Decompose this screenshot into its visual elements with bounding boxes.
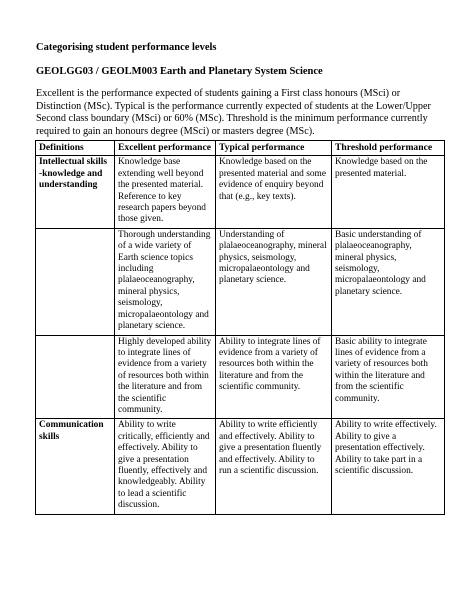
typical-cell: Understanding of plalaeoceanography, mineral physics, seismology, micropalaeontology and planetary science. xyxy=(216,228,332,335)
header-excellent: Excellent performance xyxy=(115,141,216,156)
typical-cell: Ability to integrate lines of evidence from a variety of resources both within the literature and from the scientific community. xyxy=(216,335,332,419)
course-heading: GEOLGG03 / GEOLM003 Earth and Planetary System Science xyxy=(36,66,323,77)
typical-cell: Ability to write efficiently and effectively. Ability to give a presentation fluently and effectively. Ability to run a scientific discussion. xyxy=(216,419,332,514)
excellent-cell: Ability to write critically, efficiently and effectively. Ability to give a presentation fluently, effectively and knowledgeably. Ability to lead a scientific discussion. xyxy=(115,419,216,514)
threshold-cell: Knowledge based on the presented material. xyxy=(332,156,445,228)
table-row xyxy=(36,419,445,514)
excellent-cell: Thorough understanding of a wide variety of Earth science topics including plalaeoceanography, mineral physics, seismology, micropalaeontology and planetary science. xyxy=(115,228,216,335)
header-threshold: Threshold performance xyxy=(332,141,445,156)
definition-cell: Intellectual skills -knowledge and understanding xyxy=(36,156,115,228)
threshold-cell: Basic understanding of plalaeoceanography, mineral physics, seismology, micropalaeontology and planetary science. xyxy=(332,228,445,335)
performance-table xyxy=(35,140,445,515)
typical-cell: Knowledge based on the presented material and some evidence of enquiry beyond that (e.g., key texts). xyxy=(216,156,332,228)
header-definitions: Definitions xyxy=(36,141,115,156)
table-header-row xyxy=(36,141,445,156)
intro-paragraph: Excellent is the performance expected of students gaining a First class honours (MSci) or Distinction (MSc). Typical is the performance currently expected of students at the Lower/Upper Second class boundary (MSci) or 60% (MSc). Threshold is the minimum performance currently required to gain an honours degree (MSci) or masters degree (MSc). xyxy=(36,88,431,137)
excellent-cell: Knowledge base extending well beyond the presented material. Reference to key research papers beyond those given. xyxy=(115,156,216,228)
definition-cell xyxy=(36,228,115,335)
definition-cell: Communication skills xyxy=(36,419,115,514)
excellent-cell: Highly developed ability to integrate lines of evidence from a variety of resources both within the literature and from the scientific community. xyxy=(115,335,216,419)
threshold-cell: Ability to write effectively. Ability to give a presentation effectively. Ability to take part in a scientific discussion. xyxy=(332,419,445,514)
definition-cell xyxy=(36,335,115,419)
threshold-cell: Basic ability to integrate lines of evidence from a variety of resources both within the literature and from the scientific community. xyxy=(332,335,445,419)
table-row xyxy=(36,228,445,335)
table-row xyxy=(36,156,445,228)
document-title: Categorising student performance levels xyxy=(36,42,217,53)
table-row xyxy=(36,335,445,419)
header-typical: Typical performance xyxy=(216,141,332,156)
